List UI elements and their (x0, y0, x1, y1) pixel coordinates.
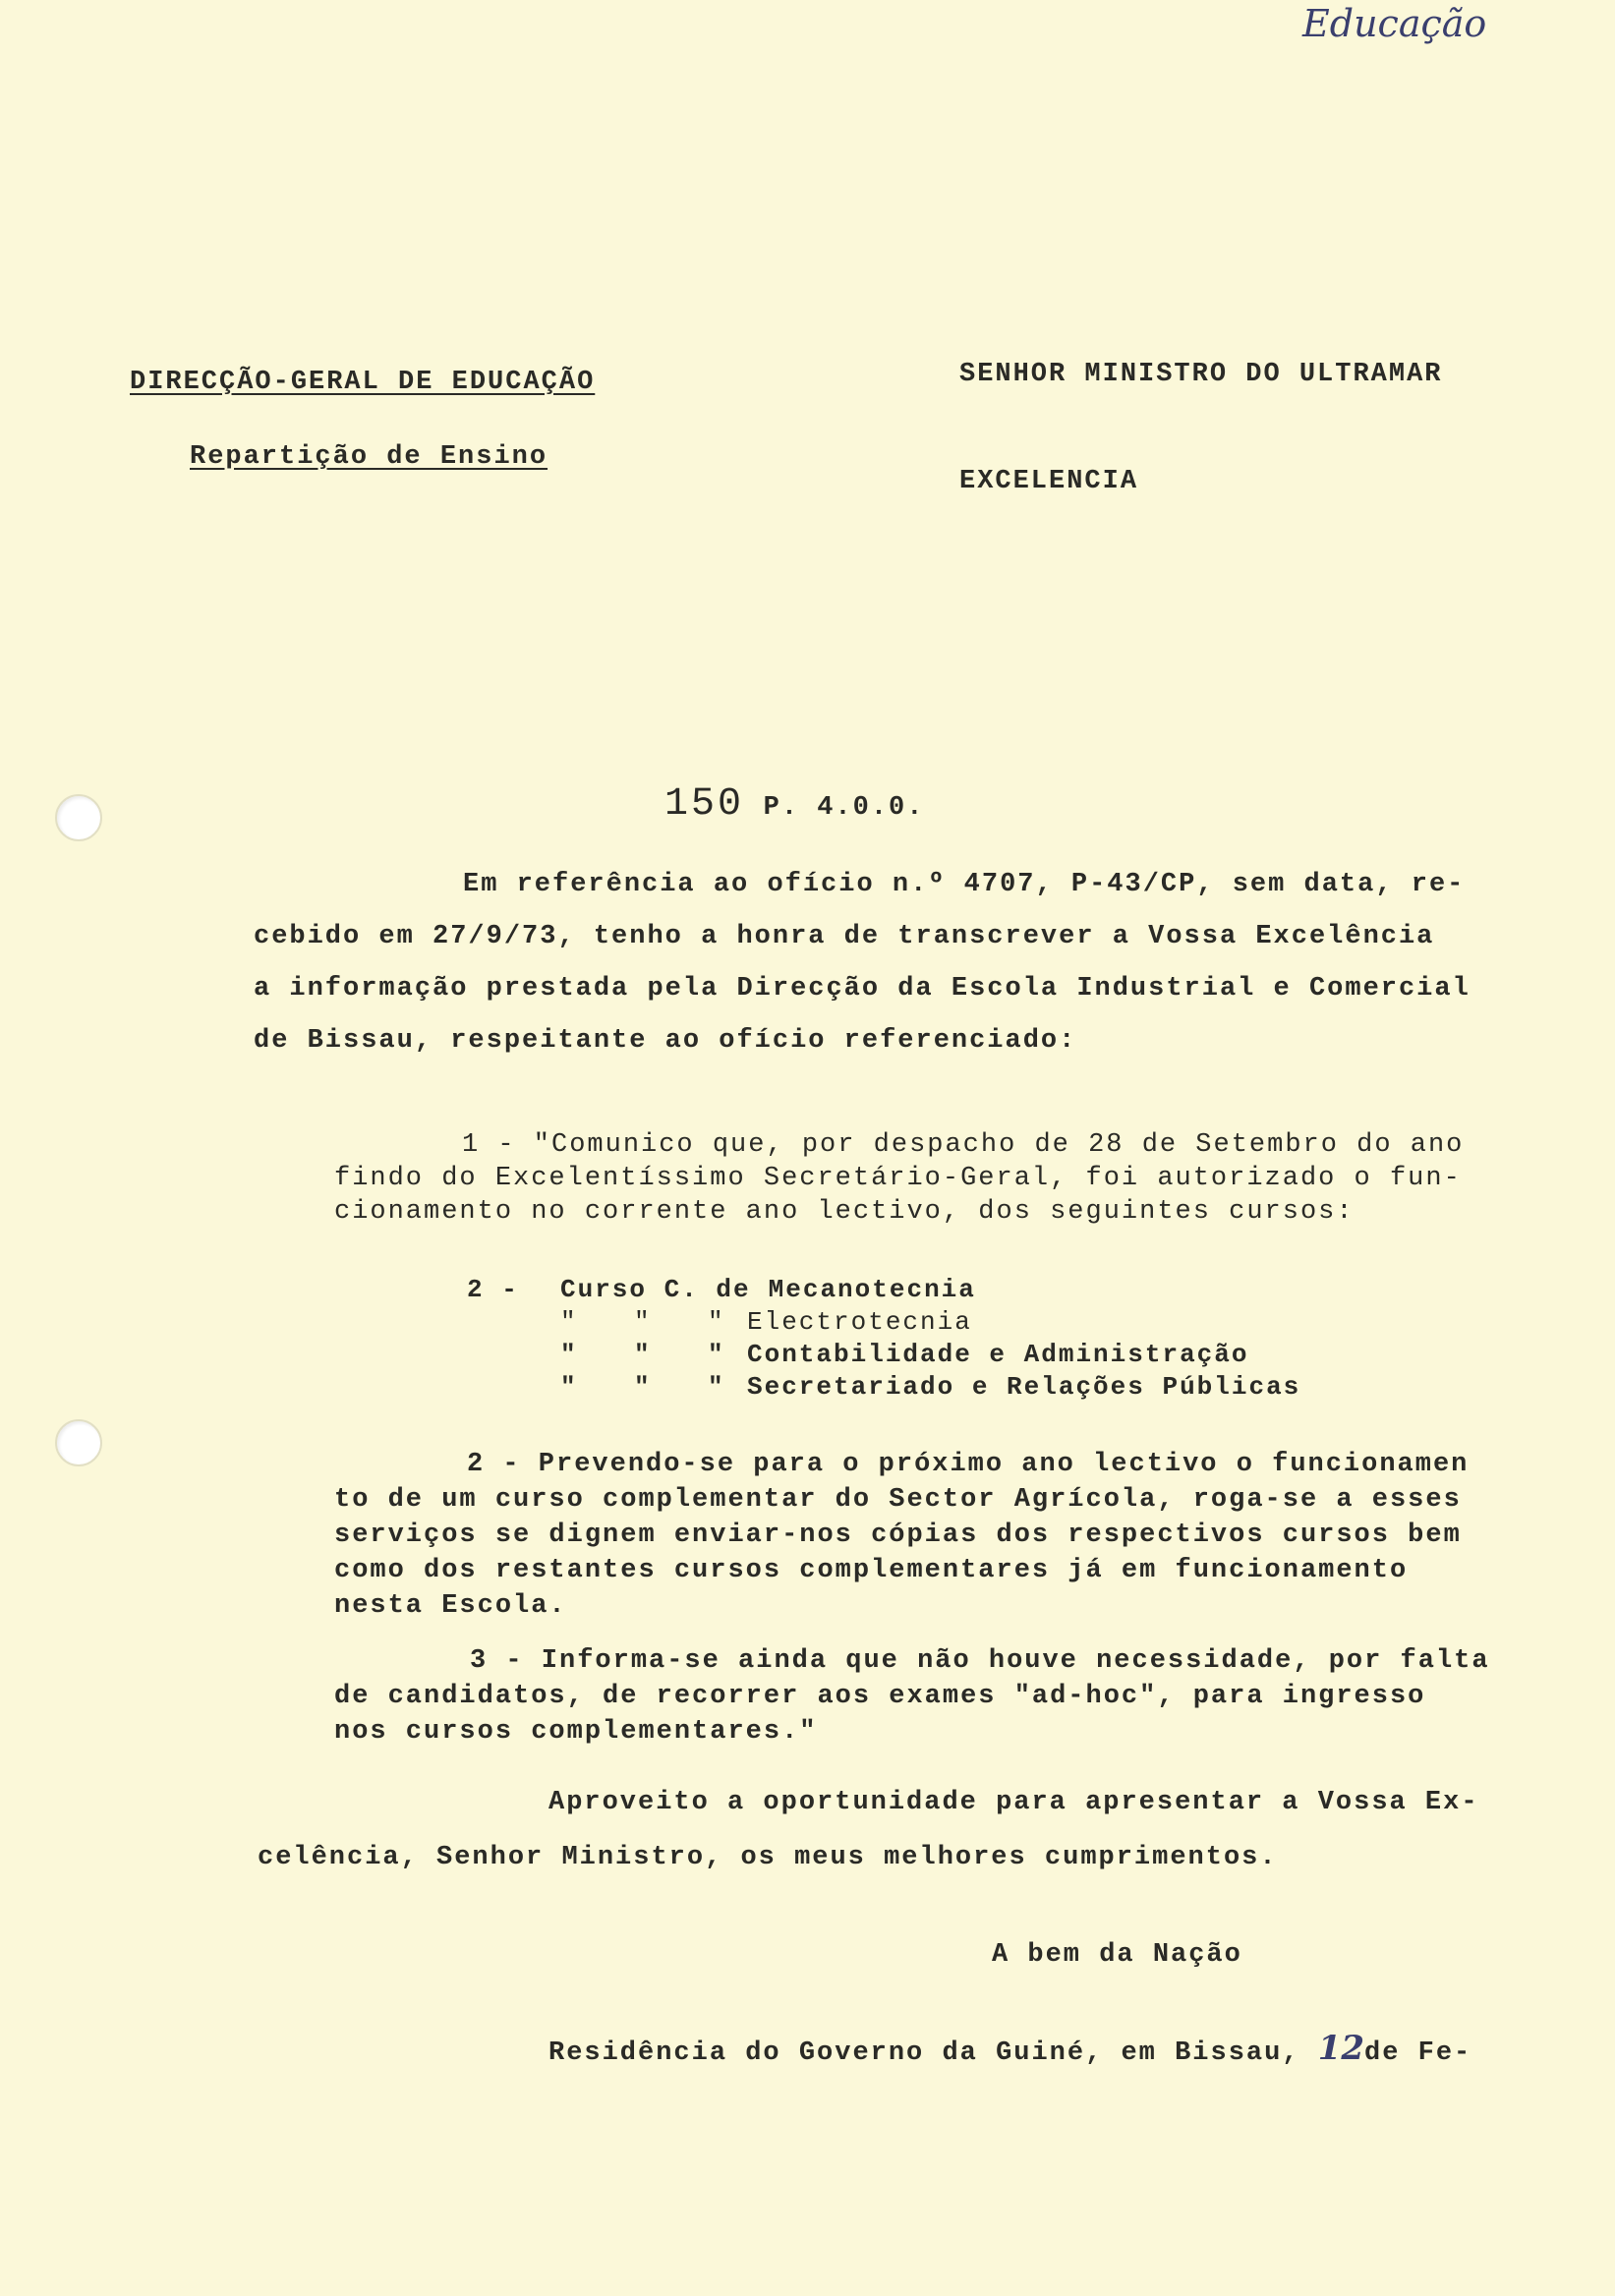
signoff-place: Residência do Governo da Guiné, em Bissau, (548, 2038, 1300, 2068)
handwritten-day: 12 (1317, 2029, 1365, 2068)
punch-hole-lower (55, 1419, 102, 1466)
quote-line: to de um curso complementar do Sector Agrícola, roga-se a esses (334, 1485, 1462, 1515)
course-row (467, 1339, 1300, 1371)
intro-line: cebido em 27/9/73, tenho a honra de transcrever a Vossa Excelência (254, 922, 1435, 951)
ditto-mark: " (634, 1340, 652, 1369)
quote-line: cionamento no corrente ano lectivo, dos seguintes cursos: (334, 1197, 1355, 1227)
quote-line: 1 - "Comunico que, por despacho de 28 de Setembro do ano (462, 1130, 1465, 1160)
closing-line: celência, Senhor Ministro, os meus melhores cumprimentos. (258, 1843, 1278, 1872)
course-row (467, 1371, 1300, 1404)
quote-paragraph-1 (334, 1128, 1464, 1229)
course-name: Electrotecnia (747, 1307, 972, 1337)
course-row (467, 1274, 1300, 1306)
addressee: SENHOR MINISTRO DO ULTRAMAR (959, 360, 1443, 389)
quote-paragraph-2 (334, 1447, 1469, 1624)
department-heading: DIRECÇÃO-GERAL DE EDUCAÇÃO (130, 368, 596, 397)
salutation: EXCELENCIA (959, 467, 1139, 496)
reference-line (664, 782, 924, 827)
ditto-mark: " (560, 1340, 578, 1369)
reference-code: P. 4.0.0. (763, 793, 925, 823)
quote-line: nesta Escola. (334, 1591, 567, 1621)
course-list (467, 1274, 1300, 1404)
ditto-mark: " (708, 1372, 725, 1402)
ditto-mark: " (560, 1307, 578, 1337)
ditto-mark: " (708, 1340, 725, 1369)
course-name: Contabilidade e Administração (747, 1340, 1249, 1369)
quote-line: nos cursos complementares." (334, 1717, 818, 1747)
list-number: 2 - (467, 1275, 519, 1304)
ditto-mark: " (708, 1307, 725, 1337)
ditto-mark: " (634, 1307, 652, 1337)
intro-line: a informação prestada pela Direcção da Escola Industrial e Comercial (254, 974, 1471, 1004)
course-prefix: Curso C. de (560, 1275, 751, 1304)
intro-line: Em referência ao ofício n.º 4707, P-43/CP, sem data, re- (463, 870, 1466, 899)
quote-paragraph-3 (334, 1643, 1490, 1750)
reference-number: 150 (664, 782, 745, 827)
course-name: Mecanotecnia (768, 1275, 976, 1304)
intro-paragraph (254, 859, 1471, 1067)
quote-line: serviços se dignem enviar-nos cópias dos respectivos cursos bem (334, 1521, 1462, 1550)
signoff-line (548, 2029, 1471, 2068)
handwritten-annotation: Educação (1302, 2, 1487, 45)
punch-hole-upper (55, 794, 102, 841)
quote-line: 3 - Informa-se ainda que não houve necessidade, por falta (470, 1646, 1490, 1676)
closing-line: Aproveito a oportunidade para apresentar a Vossa Ex- (548, 1788, 1479, 1817)
signoff-month: de Fe- (1364, 2038, 1472, 2068)
quote-line: de candidatos, de recorrer aos exames "ad-hoc", para ingresso (334, 1682, 1426, 1711)
ditto-mark: " (634, 1372, 652, 1402)
intro-line: de Bissau, respeitante ao ofício referenciado: (254, 1026, 1077, 1056)
closing-paragraph (258, 1775, 1479, 1885)
section-heading: Repartição de Ensino (190, 442, 548, 472)
course-row (467, 1306, 1300, 1339)
quote-line: findo do Excelentíssimo Secretário-Geral, foi autorizado o fun- (334, 1164, 1462, 1193)
ditto-mark: " (560, 1372, 578, 1402)
motto: A bem da Nação (992, 1940, 1242, 1970)
quote-line: como dos restantes cursos complementares já em funcionamento (334, 1556, 1409, 1585)
quote-line: 2 - Prevendo-se para o próximo ano lectivo o funcionamen (467, 1450, 1470, 1479)
course-name: Secretariado e Relações Públicas (747, 1372, 1301, 1402)
